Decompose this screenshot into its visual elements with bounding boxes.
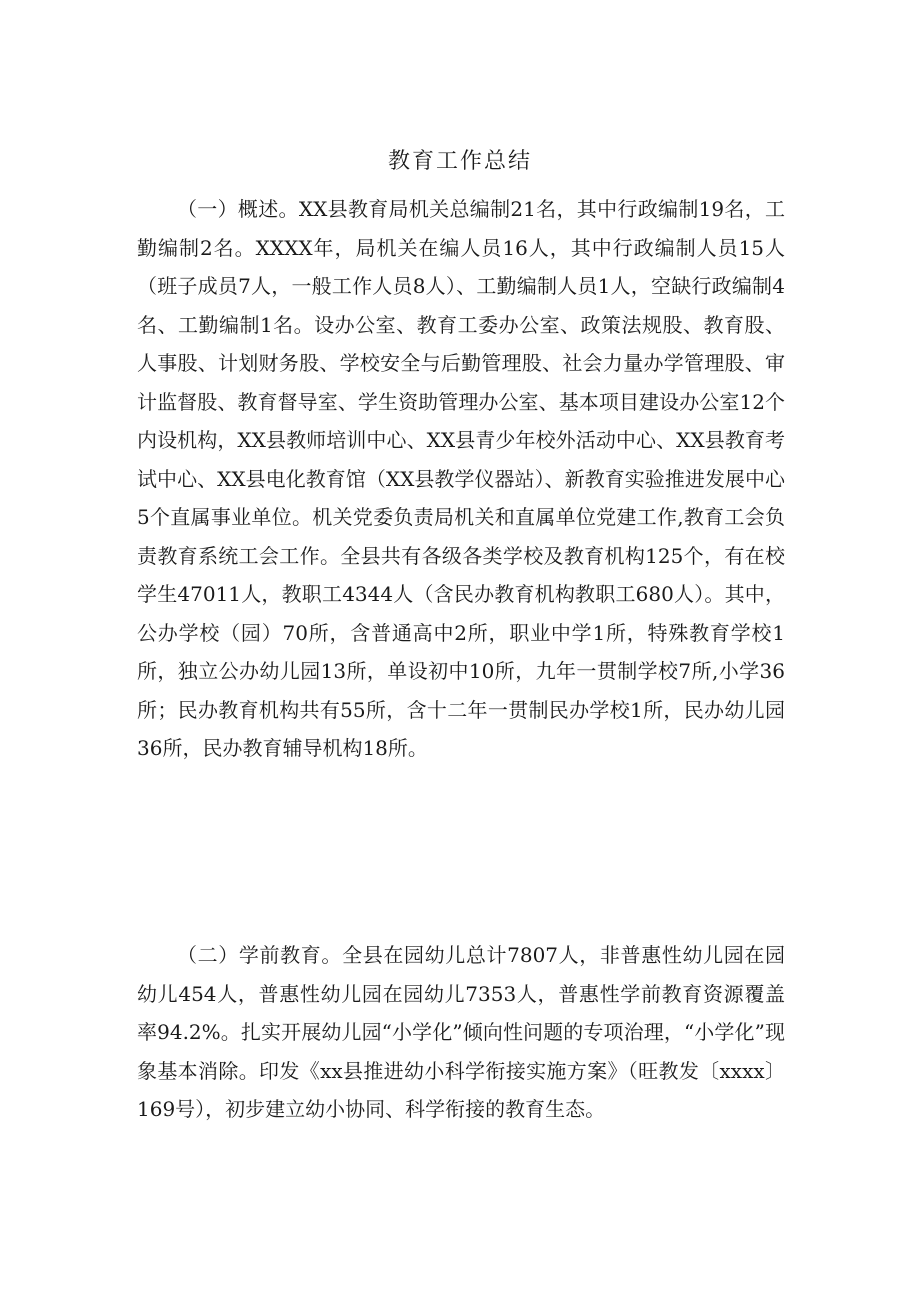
document-title: 教育工作总结	[387, 149, 532, 174]
paragraph-overview: （一）概述。XX县教育局机关总编制21名，其中行政编制19名，工勤编制2名。XXXX年，局机关在编人员16人，其中行政编制人员15人（班子成员7人，一般工作人员8人）、工勤编制人员1人，空缺行政编制4名、工勤编制1名。设办公室、教育工委办公室、政策法规股、教育股、人事股、计划财务股、学校安全与后勤管理股、社会力量办学管理股、审计监督股、教育督导室、学生资助管理办公室、基本项目建设办公室12个内设机构，XX县教师培训中心、XX县青少年校外活动中心、XX县教育考试中心、XX县电化教育馆（XX县教学仪器站）、新教育实验推进发展中心5个直属事业单位。机关党委负责局机关和直属单位党建工作,教育工会负责教育系统工会工作。全县共有各级各类学校及教育机构125个，有在校学生47011人，教职工4344人（含民办教育机构教职工680人）。其中，公办学校（园）70所，含普通高中2所，职业中学1所，特殊教育学校1所，独立公办幼儿园13所，单设初中10所，九年一贯制学校7所,小学36所；民办教育机构共有55所，含十二年一贯制民办学校1所，民办幼儿园36所，民办教育辅导机构18所。	[137, 197, 785, 760]
paragraph-preschool-education: （二）学前教育。全县在园幼儿总计7807人，非普惠性幼儿园在园幼儿454人，普惠性幼儿园在园幼儿7353人，普惠性学前教育资源覆盖率94.2%。扎实开展幼儿园“小学化”倾向性问题的专项治理，“小学化”现象基本消除。印发《xx县推进幼小科学衔接实施方案》（旺教发〔xxxx〕169号），初步建立幼小协同、科学衔接的教育生态。	[137, 943, 785, 1121]
